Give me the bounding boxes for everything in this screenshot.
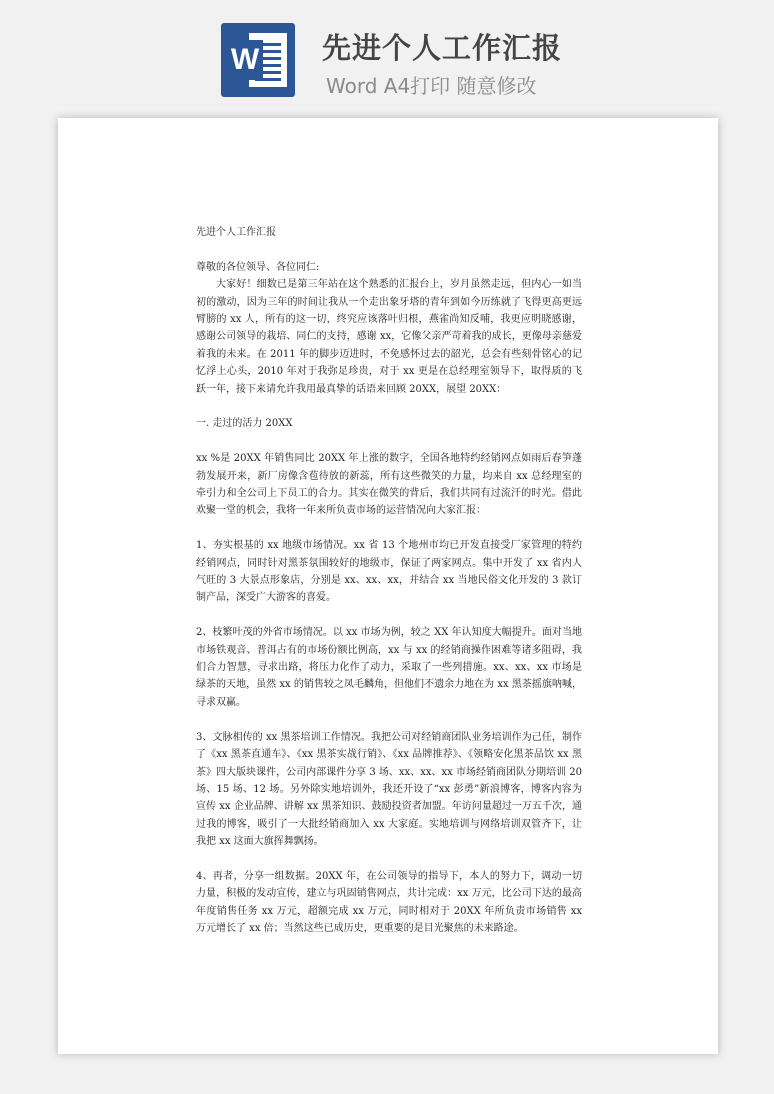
paragraph-item-3: 3、文脉相传的 xx 黑茶培训工作情况。我把公司对经销商团队业务培训作为己任，制作了《xx 黑茶直通车》、《xx 黑茶实战行销》、《xx 品牌推荐》、《领略安化黑茶品饮 xx 黑茶》四大版块课件，公司内部课件分享 3 场、xx、xx、xx 市场经销商团队分期培训 20 场、15 场、12 场。另外除实地培训外，我还开设了“xx 彭勇”新浪博客，博客内容为宣传 xx 企业品牌、讲解 xx 黑茶知识、鼓励投资者加盟。年访问量超过一万五千次，通过我的博客，吸引了一大批经销商加入 xx 大家庭。实地培训与网络培训双管齐下，让我把 xx 这面大旗挥舞飘扬。 (196, 731, 582, 848)
paragraph-item-4: 4、再者，分享一组数据。20XX 年，在公司领导的指导下，本人的努力下，调动一切力量，积极的发动宣传，建立与巩固销售网点，共计完成：xx 万元，比公司下达的最高年度销售任务 xx 万元，超额完成 xx 万元，同时相对于 20XX 年所负责市场销售 xx 万元增长了 xx 倍；当然这些已成历史，更重要的是目光聚焦的未来路途。 (196, 870, 582, 935)
document-body (196, 224, 582, 938)
salutation: 尊敬的各位领导、各位同仁: (196, 261, 320, 273)
paragraph-item-1: 1、夯实根基的 xx 地级市场情况。xx 省 13 个地州市均已开发直接受厂家管理的特约经销网点，同时针对黑茶氛围较好的地级市，保证了两家网点。集中开发了 xx 省内人气旺的 3 大景点形象店，分别是 xx、xx、xx，并结合 xx 当地民俗文化开发的 3 款订制产品，深受广大游客的喜爱。 (196, 540, 582, 604)
banner-subtitle: Word A4打印 随意修改 (326, 74, 537, 98)
section-heading: 一. 走过的活力 20XX (196, 418, 293, 430)
paragraph-overview: xx %是 20XX 年销售同比 20XX 年上涨的数字，全国各地特约经销网点如雨后春笋蓬勃发展开来，新厂房像含苞待放的新蕊，所有这些微笑的力量，均来自 xx 总经理室的牵引力和全公司上下员工的合力。其实在微笑的背后，我们共同有过流汗的时光。借此欢聚一堂的机会，我将一年来所负责市场的运营情况向大家汇报： (196, 453, 582, 517)
document-page (58, 118, 718, 1054)
word-icon (221, 23, 295, 97)
document-title: 先进个人工作汇报 (196, 227, 276, 238)
banner-title: 先进个人工作汇报 (322, 31, 563, 65)
word-letter: W (227, 40, 263, 80)
paragraph-item-2: 2、枝繁叶茂的外省市场情况。以 xx 市场为例，较之 XX 年认知度大幅提升。面对当地市场铁观音、普洱占有的市场份额比例高，xx 与 xx 的经销商操作困难等诸多阻碍，我们合力智慧，寻求出路，将压力化作了动力，采取了一些列措施。xx、xx、xx 市场是绿茶的天地，虽然 xx 的销售较之凤毛麟角，但他们不遗余力地在为 xx 黑茶摇旗呐喊，寻求双赢。 (196, 627, 582, 708)
intro-paragraph: 大家好！细数已是第三年站在这个熟悉的汇报台上，岁月虽然走远，但内心一如当初的激动，因为三年的时间让我从一个走出象牙塔的青年到如今历练就了飞得更高更远臂膀的 xx 人，所有的这一切，终究应该落叶归根，燕雀尚知反哺，我更应明晓感谢，感谢公司领导的栽培、同仁的支持，感谢 xx，它像父亲严苛着我的成长，更像母亲慈爱着我的未来。在 2011 年的脚步迈进时，不免感怀过去的韶光，总会有些刻骨铭心的记忆浮上心头，2010 年对于我弥足珍贵，对于 xx 更是在总经理室领导下，取得质的飞跃一年，接下来请允许我用最真挚的话语来回顾 20XX，展望 20XX： (196, 279, 582, 395)
banner (0, 0, 774, 118)
